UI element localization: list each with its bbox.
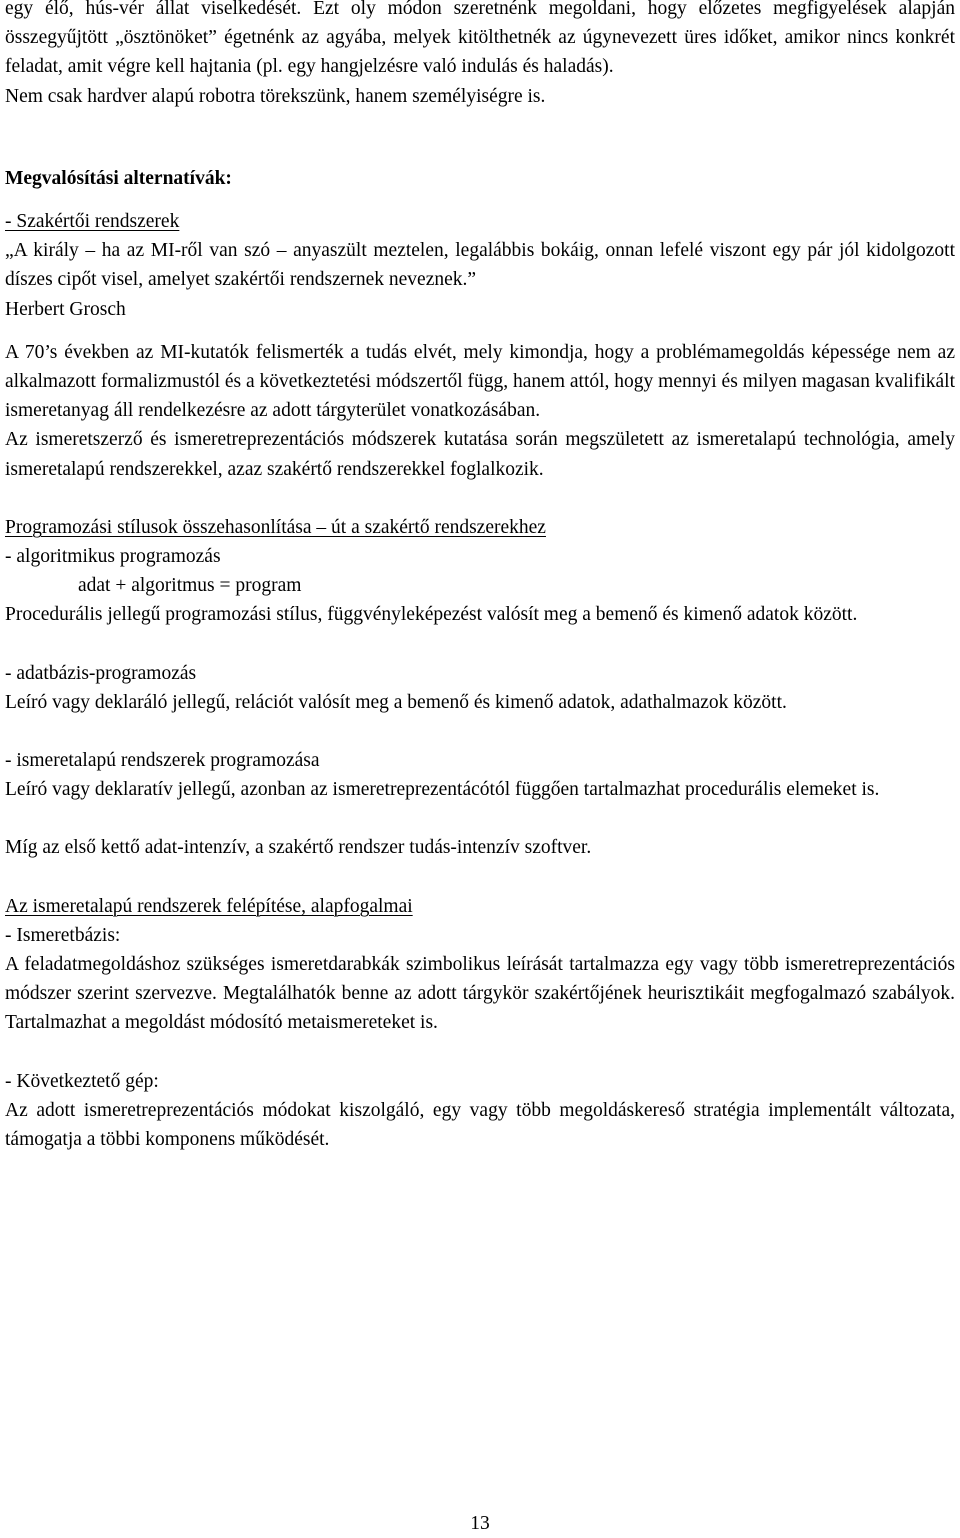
list-item-title: - Ismeretbázis: — [5, 924, 121, 946]
document-page — [5, 0, 955, 1154]
spacer — [5, 630, 955, 659]
list-item-title: - Következtető gép: — [5, 1070, 159, 1092]
spacer — [5, 324, 955, 338]
subheading-expert-systems: - Szakértői rendszerek — [5, 211, 180, 233]
spacer — [5, 111, 955, 164]
body-paragraph: Az ismeretszerző és ismeretreprezentációs módszerek kutatása során megszületett az ismeretalapú technológia, amely ismeretalapú rendszerekkel, azaz szakértő rendszerekkel foglalkozik. — [5, 429, 955, 480]
list-item-text: Leíró vagy deklaratív jellegű, azonban az ismeretreprezentácótól függően tartalmazhat procedurális elemeket is. — [5, 779, 880, 801]
quote-author: Herbert Grosch — [5, 298, 126, 320]
section-heading-structure: Az ismeretalapú rendszerek felépítése, alapfogalmai — [5, 895, 413, 917]
formula: adat + algoritmus = program — [78, 575, 302, 597]
intro-paragraph-2: Nem csak hardver alapú robotra törekszünk, hanem személyiségre is. — [5, 85, 546, 107]
section-heading-alternatives: Megvalósítási alternatívák: — [5, 167, 232, 189]
spacer — [5, 1038, 955, 1067]
spacer — [5, 193, 955, 207]
intro-paragraph: egy élő, hús-vér állat viselkedését. Ezt oly módon szeretnénk megoldani, hogy előzetes megfigyelések alapján összegyűjtött „ösztönöket” égetnénk az agyába, melyek kitölthetnék az úgynevezett üres időket, amikor nincs konkrét feladat, amit végre kell hajtania (pl. egy hangjelzésre való indulás és haladás). — [5, 0, 955, 78]
list-item-text: Procedurális jellegű programozási stílus, függvényleképezést valósít meg a bemenő és kimenő adatok között. — [5, 604, 858, 626]
list-item-text: Az adott ismeretreprezentációs módokat kiszolgáló, egy vagy több megoldáskereső stratégia implementált változata, támogatja a többi komponens működését. — [5, 1099, 955, 1151]
page-number: 13 — [470, 1513, 490, 1534]
summary-text: Míg az első kettő adat-intenzív, a szakértő rendszer tudás-intenzív szoftver. — [5, 837, 592, 859]
spacer — [5, 804, 955, 833]
list-item-text: A feladatmegoldáshoz szükséges ismeretdarabkák szimbolikus leírását tartalmazza egy vagy több ismeretreprezentációs módszer szerint szervezve. Megtalálhatók benne az adott tárgykör szakértőjének heurisztikáit megfogalmazó szabályok. Tartalmazhat a megoldást módosító metaismereteket is. — [5, 954, 955, 1034]
spacer — [5, 863, 955, 892]
quote: „A király – ha az MI-ről van szó – anyaszült meztelen, legalábbis bokáig, onnan lefelé viszont egy pár jól kidolgozott díszes cipőt visel, amelyet szakértői rendszernek neveznek.” — [5, 240, 955, 291]
list-item-title: - ismeretalapú rendszerek programozása — [5, 750, 320, 772]
list-item-text: Leíró vagy deklaráló jellegű, relációt valósít meg a bemenő és kimenő adatok, adathalmazok között. — [5, 691, 787, 713]
section-heading-styles: Programozási stílusok összehasonlítása – út a szakértő rendszerekhez — [5, 516, 546, 538]
spacer — [5, 717, 955, 746]
list-item-title: - algoritmikus programozás — [5, 546, 221, 568]
list-item-title: - adatbázis-programozás — [5, 662, 197, 684]
body-paragraph: A 70’s években az MI-kutatók felismerték a tudás elvét, mely kimondja, hogy a problémamegoldás képessége nem az alkalmazott formalizmustól és a következtetési módszertől függ, hanem attól, hogy mennyi és milyen magasan kvalifikált ismeretanyag áll rendelkezésre az adott tárgyterület vonatkozásában. — [5, 341, 955, 422]
spacer — [5, 484, 955, 513]
